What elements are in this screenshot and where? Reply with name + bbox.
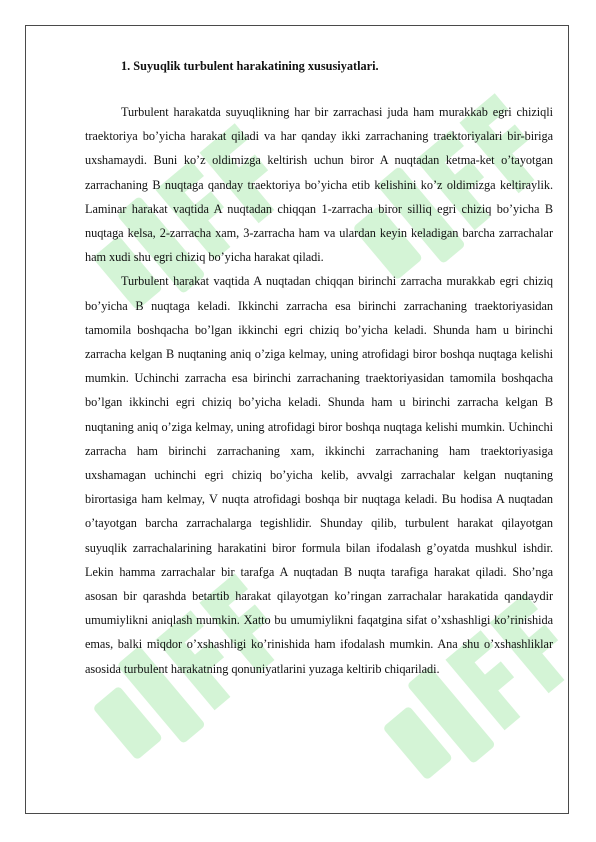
spacer [85, 78, 553, 100]
section-heading: 1. Suyuqlik turbulent harakatining xususiyatlari. [121, 59, 379, 73]
document-body [85, 54, 553, 681]
paragraph: Turbulent harakat vaqtida A nuqtadan chiqqan birinchi zarracha murakkab egri chiziq bo’yicha B nuqtaga keladi. Ikkinchi zarracha esa birinchi zarrachaning traektoriyasidan tamomila boshqacha bo’lgan ikkinchi egri chiziq bo’yicha keladi. Shunda ham u birinchi zarracha kelgan B nuqtaning aniq o’ziga kelmay, uning atrofidagi biror boshqa nuqtaga kelishi mumkin. Uchinchi zarracha esa birinchi zarrachaning traektoriyasidan tamomila boshqacha bo’lgan ikkinchi egri chiziq bo’yicha keladi. Shunda ham u birinchi zarracha kelgan B nuqtaning aniq o’ziga kelmay, uning atrofidagi biror boshqa nuqtaga kelishi mumkin. Uchinchi zarracha ham birinchi zarrachaning xam, ikkinchi zarrachaning ham traektoriyasiga uxshamagan uchinchi egri chiziq bo’yicha kelib, avvalgi zarrachalar kelgan nuqtaning birortasiga ham kelmay, V nuqta atrofidagi boshqa bir nuqtaga keladi. Bu hodisa A nuqtadan o’tayotgan barcha zarrachalarga tegishlidir. Shunday qilib, turbulent harakat qilayotgan suyuqlik zarrachalarining harakatini biror formula bilan ifodalash g’oyatda mushkul ishdir. Lekin hamma zarrachalar bir tarafga A nuqtadan B nuqta tarafiga harakat qiladi. Sho’nga asosan bir qarashda betartib harakat qilayotgan ko’ringan zarrachalar harakatida qandaydir umumiylikni aniqlash mumkin. Xatto bu umumiylikni faqatgina sifat o’xshashligi ko’rinishida emas, balki miqdor o’xshashligi ko’rinishida ham ifodalash mumkin. Ana shu o’xshashliklar asosida turbulent harakatning qonuniyatlarini yuzaga keltirib chiqariladi. [85, 274, 553, 676]
paragraph: Turbulent harakatda suyuqlikning har bir zarrachasi juda ham murakkab egri chiziqli traektoriya bo’yicha harakat qiladi va har qanday ikki zarrachaning traektoriyalari bir-biriga uxshamaydi. Buni ko’z oldimizga keltirish uchun biror A nuqtadan ketma-ket o’tayotgan zarrachaning B nuqtaga qanday traektoriya bo’yicha etib kelishini ko’z oldimizga keltiraylik. Laminar harakat vaqtida A nuqtadan chiqqan 1-zarracha biror silliq egri chiziq bo’yicha B nuqtaga kelsa, 2-zarracha xam, 3-zarracha ham va ulardan keyin keladigan barcha zarrachalar ham xudi shu egri chiziq bo’yicha harakat qiladi. [85, 105, 553, 265]
